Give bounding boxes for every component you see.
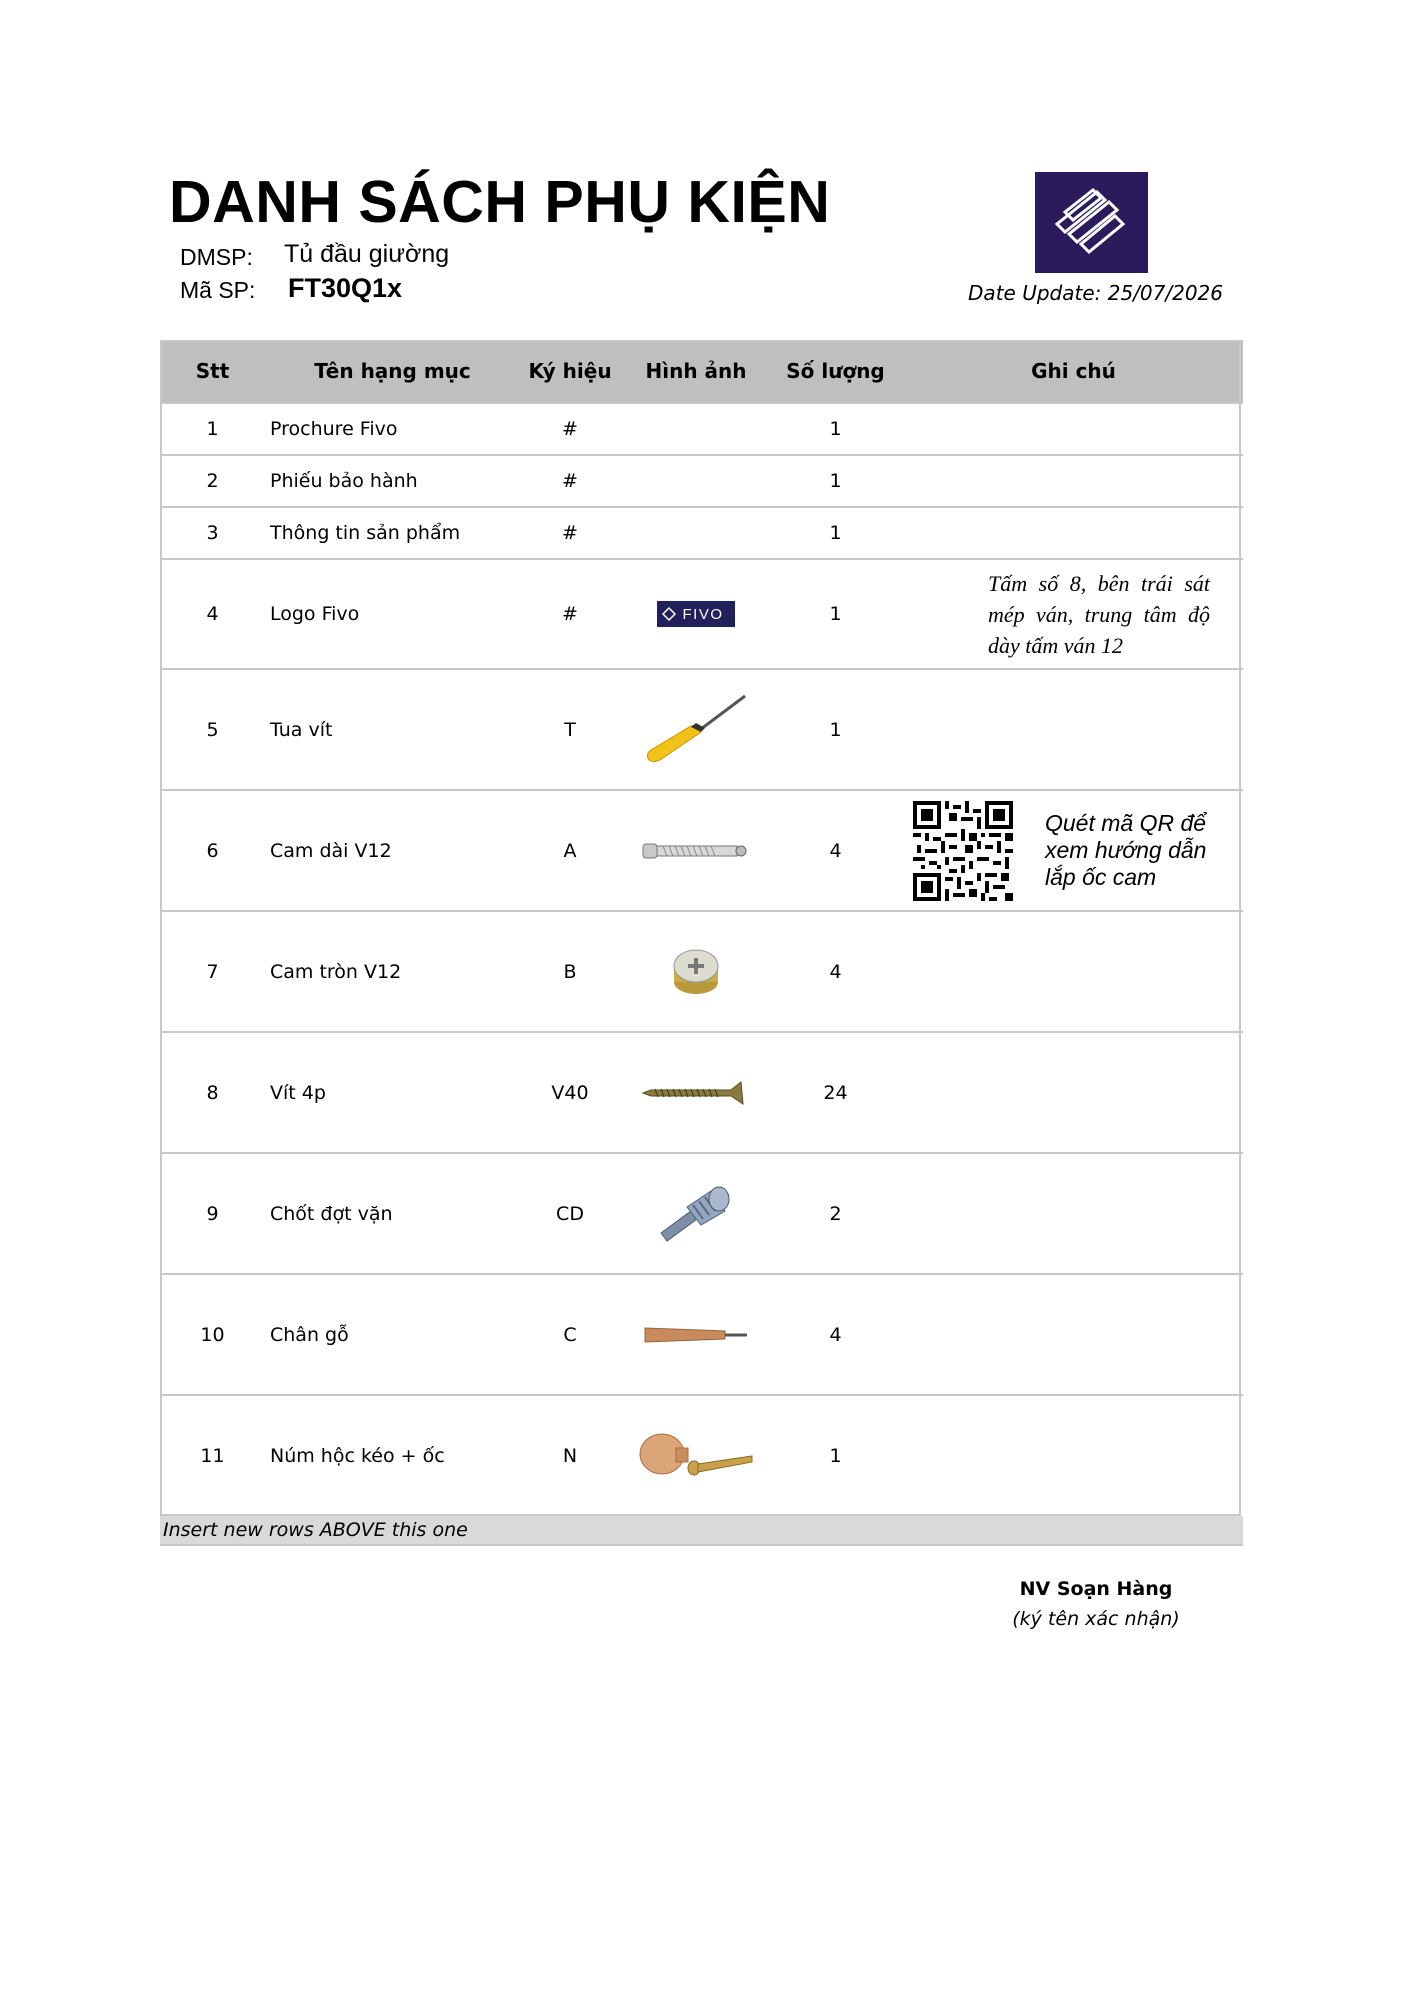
cell-name: Phiếu bảo hành bbox=[265, 455, 515, 507]
note-text: Tấm số 8, bên trái sát mép ván, trung tâm độ dày tấm ván 12 bbox=[988, 570, 1210, 658]
cell-symbol: C bbox=[515, 1274, 625, 1395]
col-header-name: Tên hạng mục bbox=[265, 340, 515, 403]
cell-note bbox=[904, 1395, 1243, 1515]
cell-qty: 2 bbox=[767, 1153, 904, 1274]
cell-image bbox=[625, 1032, 767, 1153]
table-header-row bbox=[160, 340, 1243, 403]
shelf-pin-icon bbox=[651, 1181, 741, 1247]
table-row bbox=[160, 1032, 1243, 1153]
cell-qty: 1 bbox=[767, 507, 904, 559]
cell-image bbox=[625, 911, 767, 1032]
cell-image bbox=[625, 507, 767, 559]
cell-image bbox=[625, 455, 767, 507]
cell-stt: 10 bbox=[160, 1274, 265, 1395]
cell-image bbox=[625, 669, 767, 790]
cell-note bbox=[904, 1153, 1243, 1274]
cell-stt: 1 bbox=[160, 403, 265, 455]
cell-image bbox=[625, 1395, 767, 1515]
cell-qty: 4 bbox=[767, 911, 904, 1032]
col-header-image: Hình ảnh bbox=[625, 340, 767, 403]
cell-qty: 4 bbox=[767, 790, 904, 911]
cell-name: Tua vít bbox=[265, 669, 515, 790]
drawer-knob-icon bbox=[636, 1426, 756, 1486]
cell-note bbox=[904, 403, 1243, 455]
cell-note bbox=[904, 507, 1243, 559]
col-header-note: Ghi chú bbox=[904, 340, 1243, 403]
cell-note bbox=[904, 455, 1243, 507]
table-row bbox=[160, 911, 1243, 1032]
cell-image bbox=[625, 403, 767, 455]
cell-image bbox=[625, 559, 767, 669]
fivo-logo bbox=[657, 601, 735, 627]
cell-name: Chốt đợt vặn bbox=[265, 1153, 515, 1274]
cell-stt: 7 bbox=[160, 911, 265, 1032]
cell-note bbox=[904, 669, 1243, 790]
table-row bbox=[160, 669, 1243, 790]
dmsp-label: DMSP: bbox=[180, 244, 253, 270]
date-update: Date Update: 25/07/2026 bbox=[968, 281, 1223, 305]
signature-subtitle: (ký tên xác nhận) bbox=[1012, 1608, 1180, 1630]
table-row bbox=[160, 559, 1243, 669]
masp-value: FT30Q1x bbox=[288, 273, 403, 303]
cell-stt: 5 bbox=[160, 669, 265, 790]
cell-stt: 11 bbox=[160, 1395, 265, 1515]
masp-label: Mã SP: bbox=[180, 277, 256, 303]
cell-stt: 6 bbox=[160, 790, 265, 911]
cell-name: Cam dài V12 bbox=[265, 790, 515, 911]
table-row bbox=[160, 507, 1243, 559]
cell-symbol: CD bbox=[515, 1153, 625, 1274]
cell-note bbox=[904, 559, 1243, 669]
cell-note bbox=[904, 911, 1243, 1032]
cell-qty: 24 bbox=[767, 1032, 904, 1153]
table-row bbox=[160, 1395, 1243, 1515]
signature-title: NV Soạn Hàng bbox=[1019, 1578, 1173, 1600]
table-row bbox=[160, 403, 1243, 455]
cell-stt: 9 bbox=[160, 1153, 265, 1274]
cell-symbol: # bbox=[515, 455, 625, 507]
cell-symbol: T bbox=[515, 669, 625, 790]
cell-name: Logo Fivo bbox=[265, 559, 515, 669]
table-footer bbox=[160, 1516, 1243, 1546]
cell-qty: 1 bbox=[767, 559, 904, 669]
cell-note bbox=[904, 1032, 1243, 1153]
cell-qty: 1 bbox=[767, 403, 904, 455]
cell-stt: 4 bbox=[160, 559, 265, 669]
dmsp-value: Tủ đầu giường bbox=[284, 240, 450, 268]
cell-note bbox=[904, 1274, 1243, 1395]
cell-note bbox=[904, 790, 1243, 911]
company-logo-icon bbox=[1035, 172, 1148, 273]
cell-qty: 1 bbox=[767, 455, 904, 507]
cell-name: Vít 4p bbox=[265, 1032, 515, 1153]
qr-note bbox=[904, 801, 1243, 901]
wood-screw-icon bbox=[641, 1078, 751, 1108]
cell-name: Cam tròn V12 bbox=[265, 911, 515, 1032]
cell-stt: 3 bbox=[160, 507, 265, 559]
page-title: DANH SÁCH PHỤ KIỆN bbox=[169, 169, 831, 235]
table-row bbox=[160, 1153, 1243, 1274]
accessories-table bbox=[160, 340, 1243, 1515]
cell-stt: 2 bbox=[160, 455, 265, 507]
table-footer-text: Insert new rows ABOVE this one bbox=[163, 1519, 468, 1541]
cell-symbol: B bbox=[515, 911, 625, 1032]
col-header-stt: Stt bbox=[160, 340, 265, 403]
round-cam-lock-icon bbox=[666, 942, 726, 1002]
cell-image bbox=[625, 790, 767, 911]
svg-text:FIVO: FIVO bbox=[682, 606, 724, 623]
long-cam-bolt-icon bbox=[641, 836, 751, 866]
table-row bbox=[160, 1274, 1243, 1395]
cell-qty: 1 bbox=[767, 1395, 904, 1515]
cell-name: Chân gỗ bbox=[265, 1274, 515, 1395]
qr-instruction-text: Quét mã QR để xem hướng dẫn lắp ốc cam bbox=[1045, 810, 1207, 890]
cell-name: Thông tin sản phẩm bbox=[265, 507, 515, 559]
qr-code-icon[interactable] bbox=[913, 801, 1013, 901]
cell-image bbox=[625, 1274, 767, 1395]
cell-stt: 8 bbox=[160, 1032, 265, 1153]
cell-name: Núm hộc kéo + ốc bbox=[265, 1395, 515, 1515]
cell-symbol: A bbox=[515, 790, 625, 911]
cell-name: Prochure Fivo bbox=[265, 403, 515, 455]
col-header-symbol: Ký hiệu bbox=[515, 340, 625, 403]
col-header-qty: Số lượng bbox=[767, 340, 904, 403]
cell-image bbox=[625, 1153, 767, 1274]
cell-symbol: # bbox=[515, 403, 625, 455]
cell-symbol: # bbox=[515, 559, 625, 669]
cell-qty: 4 bbox=[767, 1274, 904, 1395]
table-row bbox=[160, 790, 1243, 911]
wooden-leg-icon bbox=[641, 1320, 751, 1350]
cell-symbol: N bbox=[515, 1395, 625, 1515]
screwdriver-icon bbox=[641, 690, 751, 770]
table-row bbox=[160, 455, 1243, 507]
cell-symbol: V40 bbox=[515, 1032, 625, 1153]
cell-qty: 1 bbox=[767, 669, 904, 790]
cell-symbol: # bbox=[515, 507, 625, 559]
